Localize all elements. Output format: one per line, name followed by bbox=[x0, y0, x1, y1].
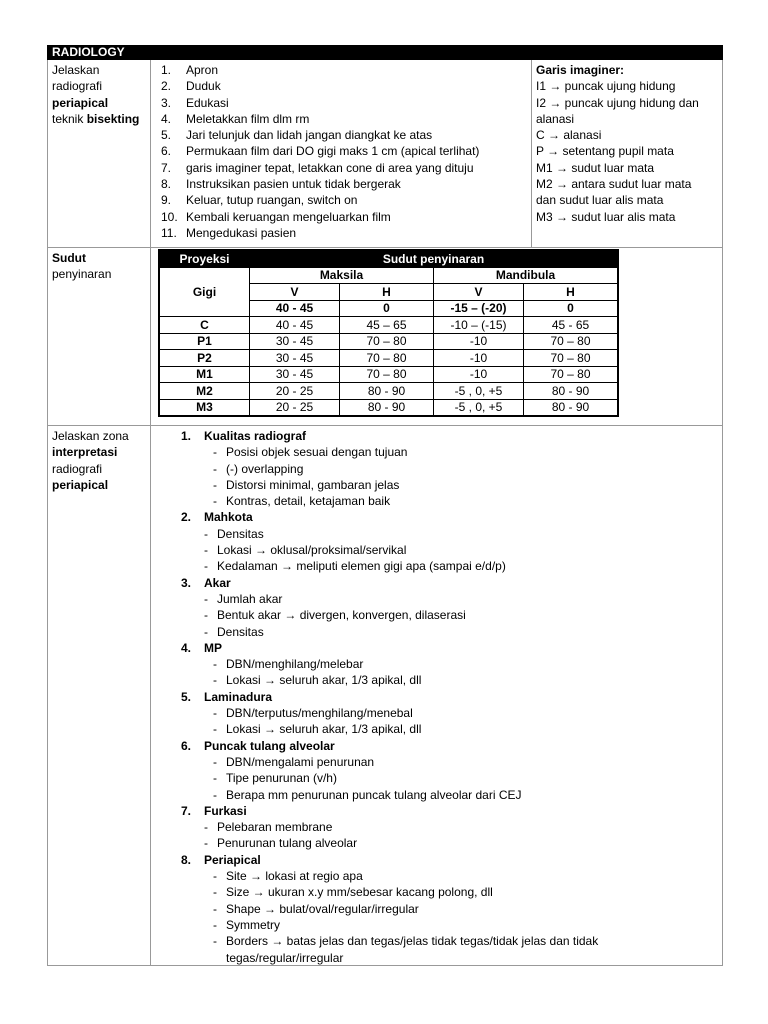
zone-item-title bbox=[151, 428, 722, 444]
zone-item-title bbox=[151, 509, 722, 525]
dash-bullet: - bbox=[204, 820, 208, 835]
dash-bullet: - bbox=[213, 657, 217, 672]
zone-sub-item bbox=[151, 933, 722, 966]
dash-bullet: - bbox=[204, 543, 208, 558]
dash-bullet: - bbox=[204, 836, 208, 851]
zone-number: 2. bbox=[181, 510, 192, 525]
value-cell: 30 - 45 bbox=[250, 333, 340, 350]
zone-title: Kualitas radiograf bbox=[204, 429, 307, 443]
header-h: H bbox=[524, 284, 619, 301]
dash-bullet: - bbox=[213, 445, 217, 460]
zone-sub-item bbox=[151, 477, 722, 493]
zone-number: 7. bbox=[181, 803, 192, 818]
zone-sub-item bbox=[151, 787, 722, 803]
zone-number: 6. bbox=[181, 738, 192, 753]
label-line: radiografi bbox=[52, 79, 103, 94]
gigi-cell: M2 bbox=[159, 383, 250, 400]
step-item bbox=[161, 127, 531, 143]
table-row bbox=[159, 350, 618, 367]
label-line: penyinaran bbox=[52, 267, 112, 282]
gigi-cell: M1 bbox=[159, 366, 250, 383]
label-line: Sudut bbox=[52, 251, 86, 265]
step-text: Instruksikan pasien untuk tidak bergerak bbox=[186, 177, 401, 192]
step-text: Edukasi bbox=[186, 95, 229, 110]
zone-sub-text: Tipe penurunan (v/h) bbox=[226, 771, 337, 786]
dash-bullet: - bbox=[213, 754, 217, 769]
step-item bbox=[161, 143, 531, 159]
value-cell: 70 – 80 bbox=[340, 350, 434, 367]
base-cell: 40 - 45 bbox=[250, 300, 340, 317]
section-header: RADIOLOGY bbox=[47, 45, 723, 60]
dash-bullet: - bbox=[213, 869, 217, 884]
bisekting-label bbox=[48, 60, 151, 247]
garis-line: M3 → sudut luar alis mata bbox=[536, 209, 676, 224]
dash-bullet: - bbox=[204, 591, 208, 606]
interpretasi-list bbox=[151, 426, 722, 965]
header-gigi: Gigi bbox=[159, 267, 250, 317]
step-text: Mengedukasi pasien bbox=[186, 225, 297, 240]
base-cell: -15 – (-20) bbox=[434, 300, 524, 317]
zone-item-title bbox=[151, 852, 722, 868]
step-item bbox=[161, 95, 531, 111]
label-line: periapical bbox=[52, 95, 109, 110]
dash-bullet: - bbox=[204, 526, 208, 541]
header-h: H bbox=[340, 284, 434, 301]
zone-title: Mahkota bbox=[204, 510, 253, 525]
header-v: V bbox=[250, 284, 340, 301]
value-cell: -10 – (-15) bbox=[434, 317, 524, 334]
zone-sub-text: Lokasi → seluruh akar, 1/3 apikal, dll bbox=[226, 673, 422, 688]
value-cell: 80 - 90 bbox=[340, 399, 434, 416]
dash-bullet: - bbox=[213, 934, 217, 949]
zone-sub-item bbox=[151, 868, 722, 884]
value-cell: 45 - 65 bbox=[524, 317, 619, 334]
garis-imaginer-column bbox=[532, 60, 722, 247]
step-number: 10. bbox=[161, 209, 178, 224]
dash-bullet: - bbox=[213, 706, 217, 721]
step-item bbox=[161, 78, 531, 94]
garis-line: M1 → sudut luar mata bbox=[536, 160, 655, 175]
zone-number: 5. bbox=[181, 689, 192, 704]
zone-sub-item bbox=[151, 835, 722, 851]
value-cell: 30 - 45 bbox=[250, 350, 340, 367]
gigi-cell: C bbox=[159, 317, 250, 334]
label-line: Jelaskan bbox=[52, 63, 100, 77]
value-cell: 20 - 25 bbox=[250, 399, 340, 416]
value-cell: 45 – 65 bbox=[340, 317, 434, 334]
label-line: Jelaskan zona bbox=[52, 429, 129, 443]
step-item bbox=[161, 111, 531, 127]
value-cell: 70 – 80 bbox=[340, 366, 434, 383]
step-text: Meletakkan film dlm rm bbox=[186, 111, 310, 126]
value-cell: 40 - 45 bbox=[250, 317, 340, 334]
sudut-section bbox=[47, 248, 723, 426]
zone-sub-item bbox=[151, 493, 722, 509]
dash-bullet: - bbox=[213, 917, 217, 932]
gigi-cell: M3 bbox=[159, 399, 250, 416]
radiology-document bbox=[47, 45, 723, 966]
gigi-cell: P1 bbox=[159, 333, 250, 350]
step-text: garis imaginer tepat, letakkan cone di area yang dituju bbox=[186, 160, 474, 175]
value-cell: 70 – 80 bbox=[524, 366, 619, 383]
value-cell: 30 - 45 bbox=[250, 366, 340, 383]
step-text: Jari telunjuk dan lidah jangan diangkat ke atas bbox=[186, 128, 433, 143]
garis-line: dan sudut luar alis mata bbox=[536, 193, 664, 208]
zone-sub-item bbox=[151, 754, 722, 770]
dash-bullet: - bbox=[204, 624, 208, 639]
dash-bullet: - bbox=[213, 494, 217, 509]
zone-title: Furkasi bbox=[204, 803, 247, 818]
zone-sub-text: Shape → bulat/oval/regular/irregular bbox=[226, 901, 419, 916]
dash-bullet: - bbox=[213, 771, 217, 786]
step-number: 4. bbox=[161, 111, 172, 126]
gigi-cell: P2 bbox=[159, 350, 250, 367]
zone-sub-text: Site → lokasi at regio apa bbox=[226, 869, 363, 884]
zone-sub-item bbox=[151, 607, 722, 623]
value-cell: 70 – 80 bbox=[340, 333, 434, 350]
step-number: 8. bbox=[161, 177, 172, 192]
bisekting-section bbox=[47, 60, 723, 248]
zone-sub-text: Kedalaman → meliputi elemen gigi apa (sampai e/d/p) bbox=[217, 559, 506, 574]
dash-bullet: - bbox=[213, 901, 217, 916]
zone-sub-item bbox=[151, 884, 722, 900]
zone-item-title bbox=[151, 640, 722, 656]
value-cell: 20 - 25 bbox=[250, 383, 340, 400]
step-item bbox=[161, 160, 531, 176]
value-cell: 80 - 90 bbox=[524, 383, 619, 400]
interpretasi-section bbox=[47, 426, 723, 966]
zone-sub-text: Size → ukuran x.y mm/sebesar kacang polong, dll bbox=[226, 885, 493, 900]
sudut-body bbox=[151, 248, 722, 425]
zone-sub-item bbox=[151, 770, 722, 786]
step-number: 6. bbox=[161, 144, 172, 159]
zone-item-title bbox=[151, 803, 722, 819]
value-cell: -10 bbox=[434, 350, 524, 367]
zone-number: 3. bbox=[181, 575, 192, 590]
step-text: Kembali keruangan mengeluarkan film bbox=[186, 209, 391, 224]
step-number: 5. bbox=[161, 128, 172, 143]
zone-number: 1. bbox=[181, 429, 192, 443]
step-text: Keluar, tutup ruangan, switch on bbox=[186, 193, 358, 208]
step-item bbox=[161, 209, 531, 225]
garis-line: alanasi bbox=[536, 111, 575, 126]
zone-sub-text: Lokasi → seluruh akar, 1/3 apikal, dll bbox=[226, 722, 422, 737]
dash-bullet: - bbox=[213, 477, 217, 492]
zone-item-title bbox=[151, 689, 722, 705]
zone-title: Akar bbox=[204, 575, 231, 590]
zone-title: Periapical bbox=[204, 852, 261, 867]
zone-title: MP bbox=[204, 640, 222, 655]
step-number: 1. bbox=[161, 63, 172, 77]
zone-sub-item bbox=[151, 656, 722, 672]
zone-sub-item bbox=[151, 542, 722, 558]
step-item bbox=[161, 192, 531, 208]
step-item bbox=[161, 62, 531, 78]
dash-bullet: - bbox=[204, 608, 208, 623]
zone-sub-text: DBN/menghilang/melebar bbox=[226, 657, 364, 672]
zone-sub-text: Berapa mm penurunan puncak tulang alveolar dari CEJ bbox=[226, 787, 522, 802]
zone-sub-text: Bentuk akar → divergen, konvergen, dilaserasi bbox=[217, 608, 466, 623]
zone-sub-text: Posisi objek sesuai dengan tujuan bbox=[226, 445, 408, 460]
dash-bullet: - bbox=[213, 461, 217, 476]
value-cell: -5 , 0, +5 bbox=[434, 399, 524, 416]
value-cell: 70 – 80 bbox=[524, 333, 619, 350]
zone-sub-item bbox=[151, 917, 722, 933]
zone-sub-item bbox=[151, 591, 722, 607]
sudut-table bbox=[158, 249, 619, 417]
zone-sub-text: Penurunan tulang alveolar bbox=[217, 836, 358, 851]
base-cell: 0 bbox=[524, 300, 619, 317]
zone-sub-item bbox=[151, 819, 722, 835]
value-cell: -10 bbox=[434, 366, 524, 383]
table-row bbox=[159, 366, 618, 383]
zone-number: 8. bbox=[181, 852, 192, 867]
garis-title: Garis imaginer: bbox=[536, 63, 625, 77]
dash-bullet: - bbox=[213, 787, 217, 802]
zone-sub-item bbox=[151, 721, 722, 737]
zone-sub-text: Pelebaran membrane bbox=[217, 820, 333, 835]
step-number: 2. bbox=[161, 79, 172, 94]
zone-sub-text: Lokasi → oklusal/proksimal/servikal bbox=[217, 543, 407, 558]
garis-line: C → alanasi bbox=[536, 128, 602, 143]
dash-bullet: - bbox=[213, 722, 217, 737]
zone-sub-item bbox=[151, 444, 722, 460]
zone-sub-text: Borders → batas jelas dan tegas/jelas tidak tegas/tidak jelas dan tidak tegas/regular/irregular bbox=[226, 934, 599, 965]
step-number: 7. bbox=[161, 160, 172, 175]
step-text: Permukaan film dari DO gigi maks 1 cm (apical terlihat) bbox=[186, 144, 480, 159]
zone-sub-text: Kontras, detail, ketajaman baik bbox=[226, 494, 391, 509]
interpretasi-label bbox=[48, 426, 151, 965]
header-maksila: Maksila bbox=[250, 267, 434, 284]
table-row bbox=[159, 333, 618, 350]
value-cell: -5 , 0, +5 bbox=[434, 383, 524, 400]
dash-bullet: - bbox=[213, 673, 217, 688]
zone-sub-text: (-) overlapping bbox=[226, 461, 304, 476]
zone-sub-text: DBN/terputus/menghilang/menebal bbox=[226, 706, 413, 721]
value-cell: 80 - 90 bbox=[524, 399, 619, 416]
header-v: V bbox=[434, 284, 524, 301]
dash-bullet: - bbox=[213, 885, 217, 900]
dash-bullet: - bbox=[204, 559, 208, 574]
zone-sub-item bbox=[151, 901, 722, 917]
step-item bbox=[161, 225, 531, 241]
zone-sub-item bbox=[151, 526, 722, 542]
garis-line: P → setentang pupil mata bbox=[536, 144, 674, 159]
zone-sub-text: Distorsi minimal, gambaran jelas bbox=[226, 477, 400, 492]
value-cell: 70 – 80 bbox=[524, 350, 619, 367]
steps-list bbox=[151, 60, 531, 241]
zone-title: Laminadura bbox=[204, 689, 273, 704]
zone-item-title bbox=[151, 738, 722, 754]
base-cell: 0 bbox=[340, 300, 434, 317]
steps-column bbox=[151, 60, 532, 247]
step-number: 3. bbox=[161, 95, 172, 110]
sudut-rows bbox=[159, 317, 618, 417]
zone-sub-item bbox=[151, 705, 722, 721]
zone-sub-item bbox=[151, 461, 722, 477]
table-row bbox=[159, 399, 618, 416]
zone-item-title bbox=[151, 575, 722, 591]
step-text: Duduk bbox=[186, 79, 221, 94]
sudut-label bbox=[48, 248, 151, 425]
step-item bbox=[161, 176, 531, 192]
zone-sub-item bbox=[151, 624, 722, 640]
zone-sub-text: Densitas bbox=[217, 526, 264, 541]
label-line: interpretasi bbox=[52, 445, 118, 460]
value-cell: 80 - 90 bbox=[340, 383, 434, 400]
garis-line: I1 → puncak ujung hidung bbox=[536, 79, 676, 94]
value-cell: -10 bbox=[434, 333, 524, 350]
zone-sub-text: DBN/mengalami penurunan bbox=[226, 754, 375, 769]
zone-sub-text: Symmetry bbox=[226, 917, 280, 932]
garis-list bbox=[536, 78, 718, 225]
label-line: teknik bisekting bbox=[52, 111, 140, 126]
garis-line: I2 → puncak ujung hidung dan bbox=[536, 95, 699, 110]
zone-sub-text: Jumlah akar bbox=[217, 591, 283, 606]
table-row bbox=[159, 383, 618, 400]
zone-number: 4. bbox=[181, 640, 192, 655]
zone-sub-item bbox=[151, 672, 722, 688]
zone-sub-text: Densitas bbox=[217, 624, 264, 639]
header-mandibula: Mandibula bbox=[434, 267, 619, 284]
header-sudut: Sudut penyinaran bbox=[250, 250, 619, 267]
step-number: 9. bbox=[161, 193, 172, 208]
table-row bbox=[159, 317, 618, 334]
zone-title: Puncak tulang alveolar bbox=[204, 738, 335, 753]
step-text: Apron bbox=[186, 63, 219, 77]
zone-sub-item bbox=[151, 558, 722, 574]
garis-line: M2 → antara sudut luar mata bbox=[536, 177, 692, 192]
label-line: periapical bbox=[52, 477, 109, 492]
label-line: radiografi bbox=[52, 461, 103, 476]
header-proyeksi: Proyeksi bbox=[159, 250, 250, 267]
step-number: 11. bbox=[161, 225, 177, 240]
